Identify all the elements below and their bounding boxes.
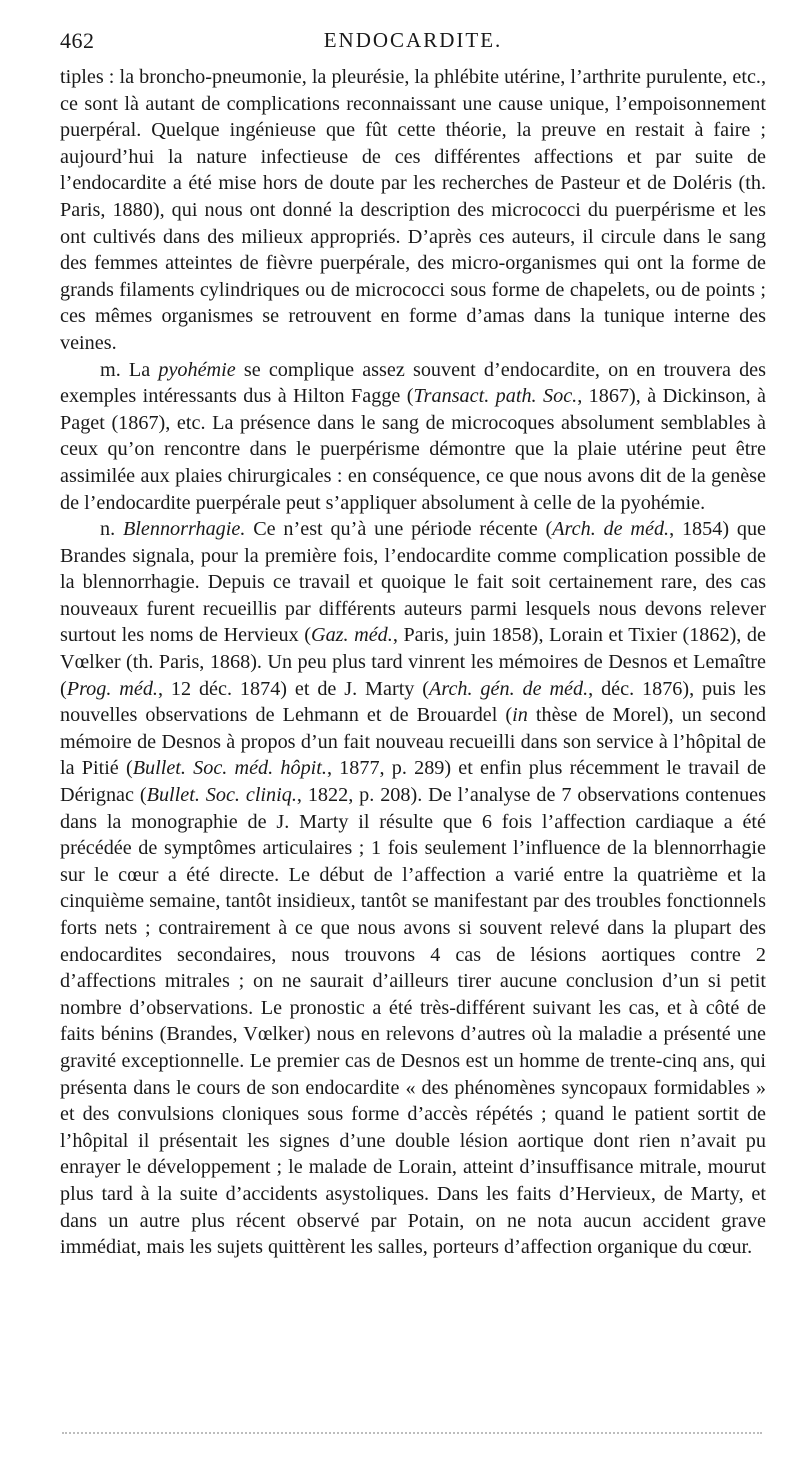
italic-citation: Arch. de méd. — [552, 518, 670, 541]
text-run: Ce n’est qu’à une période récente ( — [245, 518, 553, 541]
text-run: n. — [100, 518, 123, 541]
italic-citation: Arch. gén. de méd. — [429, 677, 589, 700]
italic-citation: Bullet. Soc. cliniq. — [146, 784, 297, 807]
italic-term: pyohémie — [158, 358, 236, 381]
footer-dotted-rule — [62, 1432, 762, 1434]
text-run: , Paris, juin 1858), Lorain et Tixier (1862), de Vœlker (th. Paris, 1868). Un peu plus tard vinrent les mémoires de Desnos et Lemaître ( — [60, 624, 766, 700]
body-text — [60, 64, 766, 1261]
running-title: ENDOCARDITE. — [323, 28, 503, 52]
italic-term: Blennorrhagie. — [122, 518, 246, 541]
text-run: , 1877, p. 289) et enfin plus récemment le travail de Dérignac ( — [60, 757, 766, 807]
text-run: , 1867), à Dickinson, à Paget (1867), etc. La présence dans le sang de microcoques absolument semblables à ceux qu’on rencontre dans le puerpérisme démontre que la plaie utérine peut être assimilée aux plaies chirurgicales : en conséquence, ce que nous avons dit de la genèse de l’endocardite puerpérale peut s’appliquer absolument à celle de la pyohémie. — [60, 385, 766, 514]
text-run: , 12 déc. 1874) et de J. Marty ( — [157, 677, 430, 700]
italic-citation: Bullet. Soc. méd. hôpit. — [132, 757, 327, 780]
text-run: thèse de Morel), un second mémoire de Desnos à propos d’un fait nouveau recueilli dans son service à l’hôpital de la Pitié ( — [60, 704, 766, 780]
text-run: , 1854) que Brandes signala, pour la première fois, l’endocardite comme complication possible de la blennorrhagie. Depuis ce travail et quoique le fait soit certainement rare, des cas nouveaux furent recueillis par différents auteurs parmi lesquels nous devons relever surtout les noms de Hervieux ( — [60, 518, 767, 647]
italic-word: in — [512, 704, 528, 727]
text-run: , déc. 1876), puis les nouvelles observations de Lehmann et de Brouardel ( — [60, 677, 766, 727]
paragraph-puerperal-text: tiples : la broncho-pneumonie, la pleurésie, la phlébite utérine, l’arthrite purulente, etc., ce sont là autant de complications reconnaissant une cause unique, l’empoisonnement puerpéral. Quelque ingénieuse que fût cette théorie, la preuve en restait à faire ; aujourd’hui la nature infectieuse de ces différentes affections et par suite de l’endocardite a été mise hors de doute par les recherches de Pasteur et de Doléris (th. Paris, 1880), qui nous ont donné la description des micrococci du puerpérisme et les ont cultivés dans des milieux appropriés. D’après ces auteurs, il circule dans le sang des femmes atteintes de fièvre puerpérale, des micro-organismes qui ont la forme de grands filaments cylindriques ou de micrococci sous forme de chapelets, ou de points ; ces mêmes organismes se retrouvent en forme d’amas dans la tunique interne des veines. — [60, 66, 766, 354]
italic-citation: Prog. méd. — [66, 677, 158, 700]
text-run: , 1822, p. 208). De l’analyse de 7 observations contenues dans la monographie de J. Marty il résulte que 6 fois l’affection cardiaque a été précédée de symptômes articulaires ; 1 fois seulement l’influence de la blennorrhagie sur le cœur a été directe. Le début de l’affection a varié entre la quatrième et la cinquième semaine, tantôt insidieux, tantôt se manifestant par des troubles fonctionnels forts nets ; contrairement à ce que nous avons si souvent relevé dans la plupart des endocardites secondaires, nous trouvons 4 cas de lésions aortiques contre 2 d’affections mitrales ; on ne saurait d’ailleurs tirer aucune conclusion d’un si petit nombre d’observations. Le pronostic a été très-différent suivant les cas, et à côté de faits bénins (Brandes, Vœlker) nous en relevons d’autres où la maladie a présenté une gravité exceptionnelle. Le premier cas de Desnos est un homme de trente-cinq ans, qui présenta dans le cours de son endocardite « des phénomènes syncopaux formidables » et des convulsions cloniques sous forme d’accès répétés ; quand le patient sortit de l’hôpital il présentait les signes d’une double lésion aortique dont rien n’avait pu enrayer le développement ; le malade de Lorain, atteint d’insuffisance mitrale, mourut plus tard à la suite d’accidents asystoliques. Dans les faits d’Hervieux, de Marty, et dans un autre plus récent observé par Potain, on ne nota aucun accident grave immédiat, mais les sujets quittèrent les salles, porteurs d’affection organique du cœur. — [60, 784, 766, 1259]
paragraph-puerperal — [60, 64, 766, 357]
text-run: m. La — [100, 358, 159, 381]
italic-citation: Gaz. méd. — [311, 624, 393, 647]
page-number: 462 — [60, 28, 95, 53]
text-run: se complique assez souvent d’endocardite, on en trouvera des exemples intéressants dus à Hilton Fagge ( — [60, 358, 766, 408]
italic-citation: Transact. path. Soc. — [413, 385, 578, 408]
paragraph-blennorrhagie — [60, 516, 766, 1261]
page-header — [60, 28, 766, 58]
paragraph-pyohemie — [60, 357, 766, 517]
